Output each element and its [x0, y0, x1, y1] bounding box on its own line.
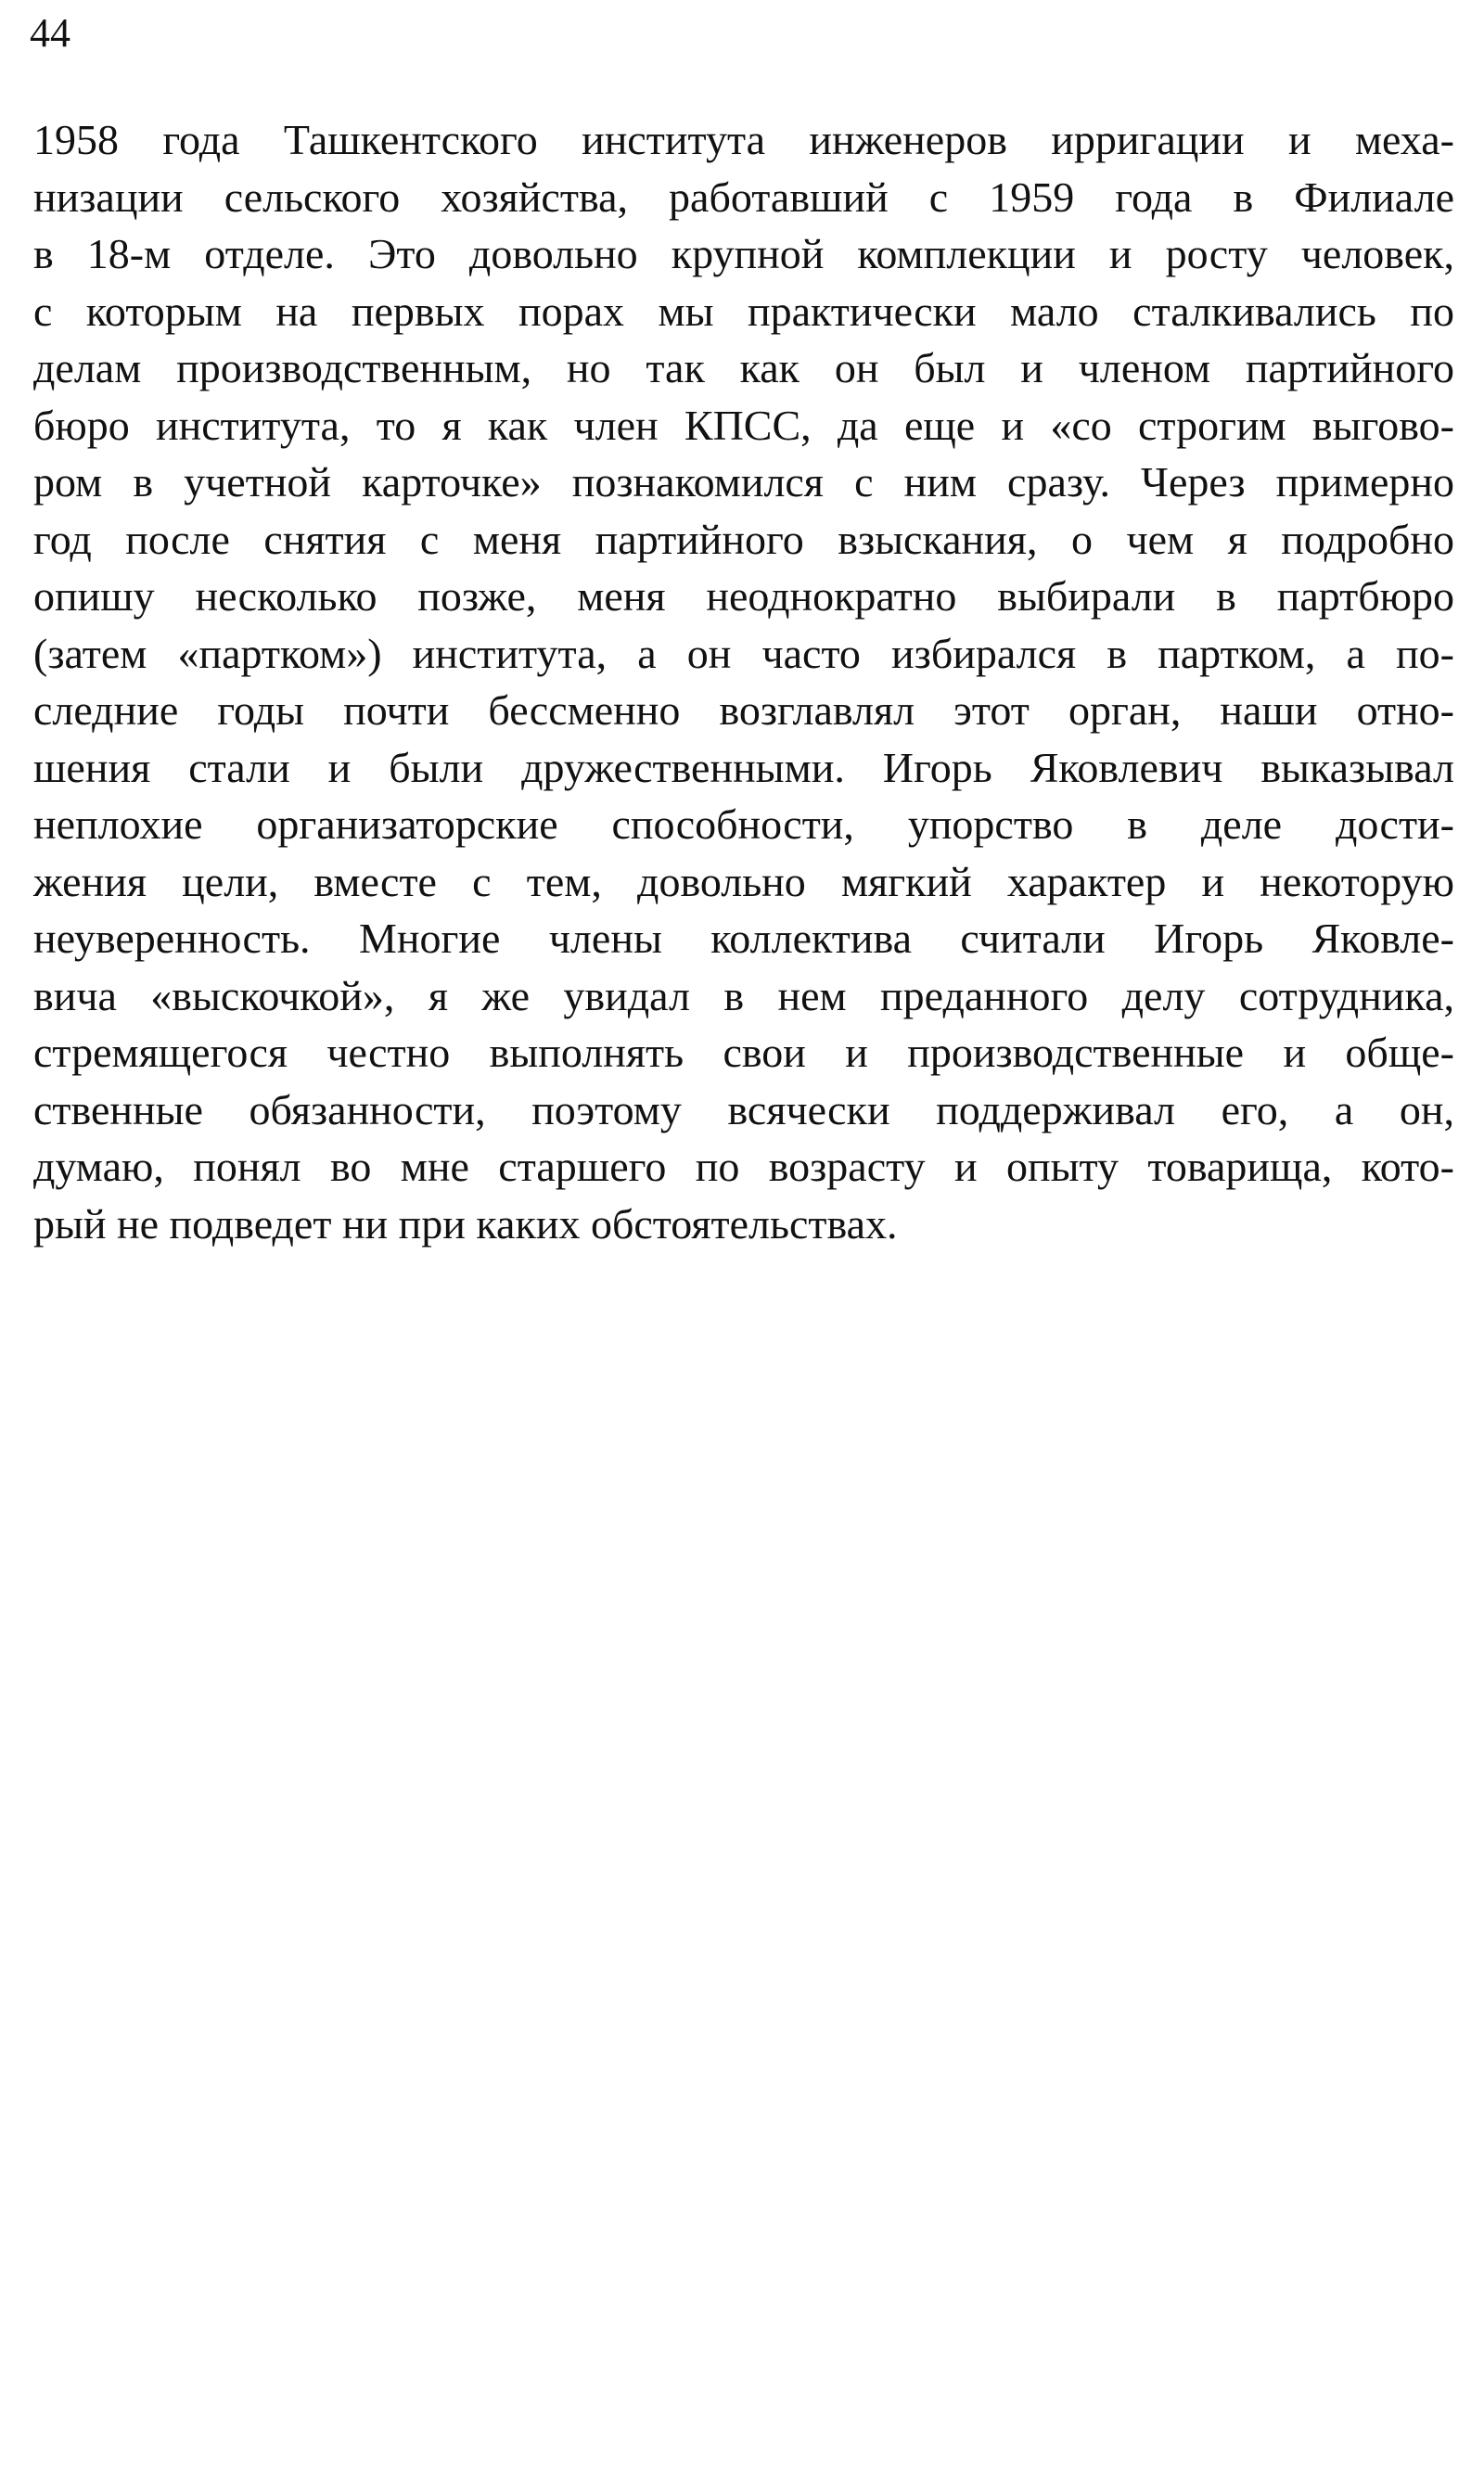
text-line: следние годы почти бессменно возглавлял этот орган, наши отно- [33, 686, 1454, 734]
body-text [33, 111, 1454, 1252]
page-number: 44 [30, 10, 70, 56]
text-line: ственные обязанности, поэтому всячески поддерживал его, а он, [33, 1085, 1454, 1133]
text-line: год после снятия с меня партийного взыскания, о чем я подробно [33, 515, 1454, 563]
text-line: в 18-м отделе. Это довольно крупной комплекции и росту человек, [33, 230, 1454, 277]
text-line: рый не подведет ни при каких обстоятельствах. [33, 1199, 898, 1248]
text-line: шения стали и были дружественными. Игорь Яковлевич выказывал [33, 743, 1454, 791]
text-line: делам производственным, но так как он был и членом партийного [33, 344, 1454, 391]
text-line: вича «выскочкой», я же увидал в нем преданного делу сотрудника, [33, 971, 1454, 1019]
text-line: неплохие организаторские способности, упорство в деле дости- [33, 800, 1454, 848]
text-line: низации сельского хозяйства, работавший с 1959 года в Филиале [33, 173, 1454, 221]
text-line: опишу несколько позже, меня неоднократно выбирали в партбюро [33, 572, 1454, 620]
text-line: бюро института, то я как член КПСС, да еще и «со строгим выгово- [33, 401, 1454, 449]
text-line: ром в учетной карточке» познакомился с ним сразу. Через примерно [33, 458, 1454, 506]
text-line: с которым на первых порах мы практически мало сталкивались по [33, 287, 1454, 335]
text-line: неуверенность. Многие члены коллектива считали Игорь Яковле- [33, 915, 1454, 962]
text-line: думаю, понял во мне старшего по возрасту и опыту товарища, кото- [33, 1143, 1454, 1190]
text-line: (затем «партком») института, а он часто избирался в партком, а по- [33, 629, 1454, 677]
text-line: стремящегося честно выполнять свои и производственные и обще- [33, 1029, 1454, 1076]
text-line: жения цели, вместе с тем, довольно мягкий характер и некоторую [33, 857, 1454, 905]
text-line: 1958 года Ташкентского института инженеров ирригации и меха- [33, 116, 1454, 163]
